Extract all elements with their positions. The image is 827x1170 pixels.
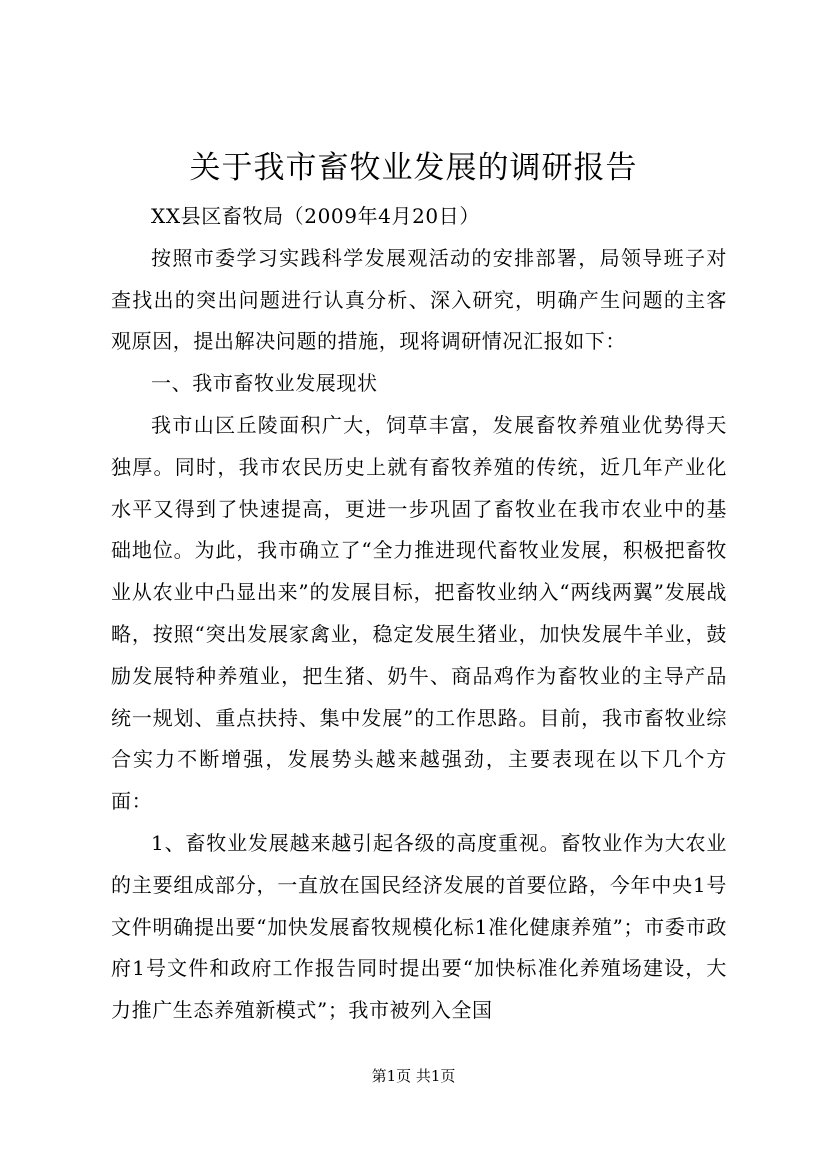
document-title: 关于我市畜牧业发展的调研报告 — [189, 150, 638, 186]
intro-paragraph: 按照市委学习实践科学发展观活动的安排部署，局领导班子对查找出的突出问题进行认真分析、深入研究，明确产生问题的主客观原因，提出解决问题的措施，现将调研情况汇报如下： — [111, 245, 727, 354]
body-paragraph: 1、畜牧业发展越来越引起各级的高度重视。畜牧业作为大农业的主要组成部分，一直放在国民经济发展的首要位路，今年中央1号文件明确提出要“加快发展畜牧规模化标1准化健康养殖”；市委市政府1号文件和政府工作报告同时提出要“加快标准化养殖场建设，大力推广生态养殖新模式”；我市被列入全国 — [111, 830, 727, 1023]
document-body — [111, 196, 727, 1032]
page-number: 第1页 共1页 — [371, 1067, 456, 1085]
body-paragraph: 我市山区丘陵面积广大，饲草丰富，发展畜牧养殖业优势得天独厚。同时，我市农民历史上就有畜牧养殖的传统，近几年产业化水平又得到了快速提高，更进一步巩固了畜牧业在我市农业中的基础地位。为此，我市确立了“全力推进现代畜牧业发展，积极把畜牧业从农业中凸显出来”的发展目标，把畜牧业纳入“两线两翼”发展战略，按照“突出发展家禽业，稳定发展生猪业，加快发展牛羊业，鼓励发展特种养殖业，把生猪、奶牛、商品鸡作为畜牧业的主导产品统一规划、重点扶持、集中发展”的工作思路。目前，我市畜牧业综合实力不断增强，发展势头越来越强劲，主要表现在以下几个方面： — [111, 412, 727, 814]
author-date-line: XX县区畜牧局（2009年4月20日） — [151, 204, 480, 228]
section-heading: 一、我市畜牧业发展现状 — [151, 371, 378, 396]
